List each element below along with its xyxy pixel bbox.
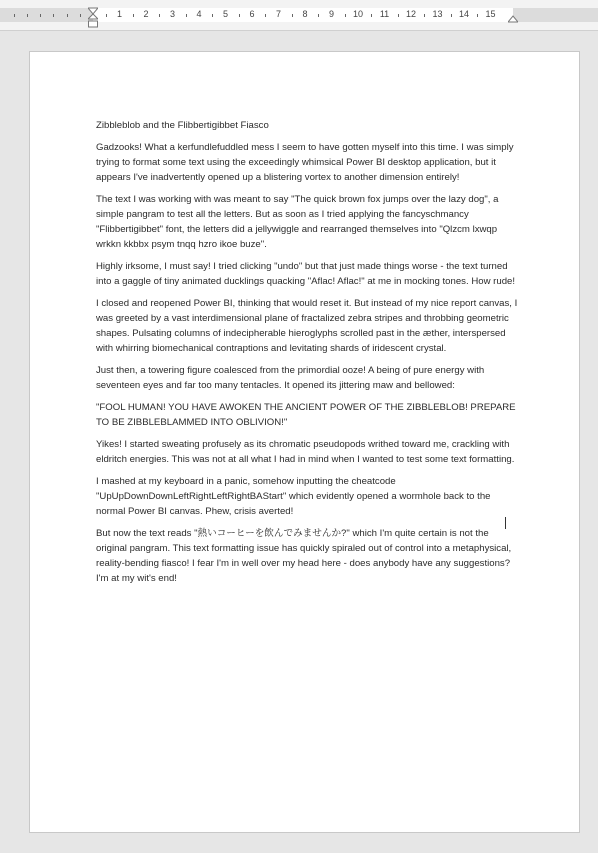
text-cursor bbox=[505, 517, 506, 529]
ruler-number: 1 bbox=[116, 9, 122, 19]
ruler-number: 4 bbox=[196, 9, 202, 19]
ruler-number: 7 bbox=[275, 9, 281, 19]
paragraph: Highly irksome, I must say! I tried clicking "undo" but that just made things worse - the text turned into a gaggle of tiny animated ducklings quacking "Aflac! Aflac!" at me in mocking tones. How rude! bbox=[96, 261, 516, 287]
ruler-number: 11 bbox=[379, 9, 390, 19]
paragraph: Just then, a towering figure coalesced from the primordial ooze! A being of pure energy with seventeen eyes and far too many tentacles. It opened its jittering maw and bellowed: bbox=[96, 365, 485, 391]
right-indent-marker-icon[interactable] bbox=[508, 13, 518, 23]
ruler-tick bbox=[371, 14, 372, 17]
ruler-number: 12 bbox=[405, 9, 416, 19]
ruler-number: 8 bbox=[302, 9, 308, 19]
ruler-tick bbox=[345, 14, 346, 17]
ruler-number: 10 bbox=[352, 9, 363, 19]
ruler-number: 6 bbox=[249, 9, 255, 19]
ruler-tick bbox=[212, 14, 213, 17]
ruler-tick bbox=[14, 14, 15, 17]
ruler-tick bbox=[80, 14, 81, 17]
ruler-tick bbox=[159, 14, 160, 17]
horizontal-ruler[interactable] bbox=[0, 0, 598, 31]
paragraph: I mashed at my keyboard in a panic, somehow inputting the cheatcode "UpUpDownDownLeftRightLeftRightBAStart" which evidently opened a wormhole back to the normal Power BI canvas. Phew, crisis averted! bbox=[96, 476, 491, 517]
ruler-number: 15 bbox=[485, 9, 496, 19]
ruler-tick bbox=[27, 14, 28, 17]
paragraph: "FOOL HUMAN! YOU HAVE AWOKEN THE ANCIENT POWER OF THE ZIBBLEBLOB! PREPARE TO BE ZIBBLEBLAMMED INTO OBLIVION!" bbox=[96, 402, 516, 428]
ruler-tick bbox=[53, 14, 54, 17]
paragraph: Yikes! I started sweating profusely as its chromatic pseudopods writhed toward me, crackling with eldritch energies. This was not at all what I had in mind when I wanted to test some text formatting. bbox=[96, 439, 515, 465]
paragraph: The text I was working with was meant to say "The quick brown fox jumps over the lazy dog", a simple pangram to test all the letters. But as soon as I tried applying the fancyschmancy "Flibbertigibbet" font, the letters did a jellywiggle and rearranged themselves into "Qlzcm lxwqp wrkkn kkbbx psym tnqq hzro ikoe buze". bbox=[96, 194, 499, 250]
document-title: Zibbleblob and the Flibbertigibbet Fiasco bbox=[96, 120, 269, 131]
ruler-tick bbox=[477, 14, 478, 17]
ruler-tick bbox=[239, 14, 240, 17]
ruler-tick bbox=[40, 14, 41, 17]
ruler-number: 9 bbox=[328, 9, 334, 19]
paragraph: I closed and reopened Power BI, thinking that would reset it. But instead of my nice report canvas, I was greeted by a vast interdimensional plane of fractalized zebra stripes and throbbing geometric shapes. Pulsating columns of indecipherable hieroglyphs scrolled past in the æther, interspersed with whirring biomechanical contraptions and levitating shards of iridescent crystal. bbox=[96, 298, 518, 354]
ruler-tick bbox=[292, 14, 293, 17]
ruler-tick bbox=[186, 14, 187, 17]
ruler-tick bbox=[106, 14, 107, 17]
ruler-tick bbox=[398, 14, 399, 17]
ruler-number: 2 bbox=[143, 9, 149, 19]
ruler-number: 5 bbox=[222, 9, 228, 19]
ruler-tick bbox=[318, 14, 319, 17]
ruler-number: 14 bbox=[458, 9, 469, 19]
document-page[interactable] bbox=[29, 51, 580, 833]
ruler-number: 13 bbox=[432, 9, 443, 19]
ruler-tick bbox=[451, 14, 452, 17]
ruler-tick bbox=[424, 14, 425, 17]
paragraph: But now the text reads "熱いコーヒーを飲んでみませんか?" which I'm quite certain is not the original pangram. This text formatting issue has quickly spiraled out of control into a metaphysical, reality-bending fiasco! I fear I'm in well over my head here - does anybody have any suggestions? I'm at my wit's end! bbox=[96, 528, 512, 584]
document-body[interactable] bbox=[96, 118, 518, 593]
paragraph: Gadzooks! What a kerfundlefuddled mess I seem to have gotten myself into this time. I was simply trying to format some text using the exceedingly whimsical Power BI desktop application, but it appears I've inadvertently opened up a blistering vortex to another dimension entirely! bbox=[96, 142, 514, 183]
ruler-tick bbox=[133, 14, 134, 17]
ruler-number: 3 bbox=[169, 9, 175, 19]
ruler-tick bbox=[265, 14, 266, 17]
indent-marker-icon[interactable] bbox=[88, 6, 98, 28]
ruler-tick bbox=[67, 14, 68, 17]
